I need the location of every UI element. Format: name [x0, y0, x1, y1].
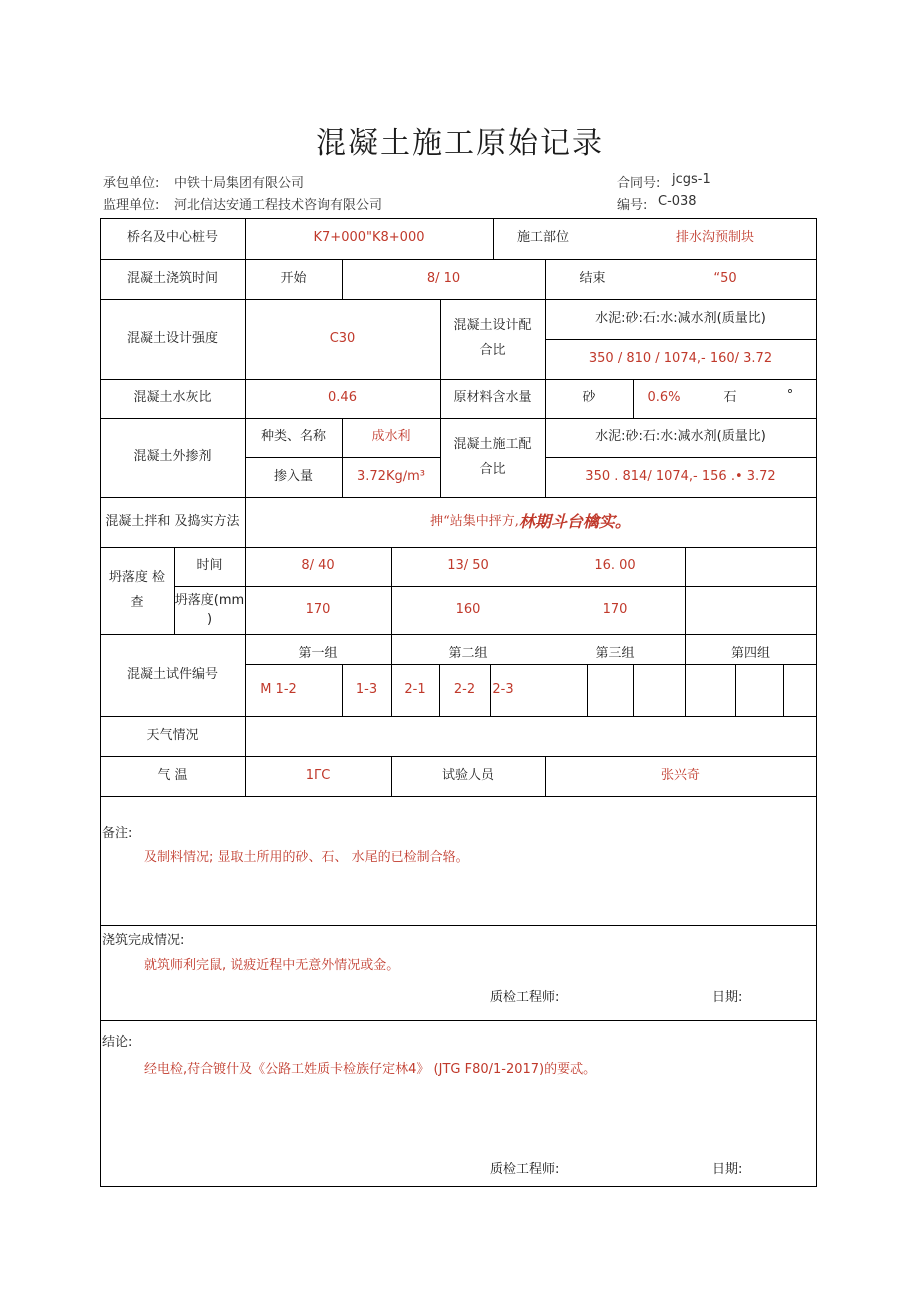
contractor-label: 承包单位:	[103, 176, 160, 191]
end-label: 结束	[579, 270, 606, 286]
slump-4	[685, 586, 816, 634]
specimen-label: 混凝土试件编号	[126, 666, 218, 682]
pour-time-label: 混凝土浇筑时间	[126, 270, 218, 286]
completion-text: 就筑师利完鼠, 说疲近程中无意外情况或金。	[144, 958, 400, 973]
mixing-value-b: 林期斗台檎实。	[518, 511, 631, 531]
time-4	[685, 547, 816, 586]
tester-label: 试验人员	[441, 767, 494, 783]
group-4: 第四组	[730, 645, 770, 661]
moisture-label: 原材料含水量	[453, 390, 532, 406]
sand-label: 砂	[582, 390, 596, 406]
design-strength-label: 混凝土设计强度	[126, 330, 218, 346]
stone-value: °	[786, 387, 794, 403]
remarks-label: 备注:	[102, 826, 133, 841]
mixing-value	[245, 497, 816, 547]
contract-no-value: jcgs-1	[672, 172, 711, 187]
group-1: 第一组	[298, 645, 338, 661]
tester-value: 张兴奇	[660, 767, 700, 783]
bridge-value: K7+000"K8+000	[313, 230, 425, 246]
start-value: 8/ 10	[426, 270, 461, 286]
mixing-value-a: 抻“站集中抨方,	[430, 513, 519, 529]
admixture-label: 混凝土外掺剂	[133, 449, 212, 465]
weather-label: 天气情况	[146, 727, 199, 743]
mix-header: 水泥:砂:石:水:减水剂(质量比)	[595, 310, 766, 326]
supervisor-label: 监理单位:	[103, 198, 160, 213]
serial-value: C-038	[658, 194, 697, 209]
completion-label: 浇筑完成情况:	[102, 933, 185, 948]
type-value: 成水利	[371, 429, 411, 445]
temp-label: 气 温	[157, 767, 188, 783]
design-mix-label: 混凝土设计配合比	[453, 318, 532, 358]
time-label: 时间	[196, 558, 223, 574]
remarks-text: 及制料情况; 显取土所用的砂、石、 水尾的已检制合辂。	[144, 850, 469, 865]
time-1: 8/ 40	[301, 558, 335, 574]
bridge-label: 桥名及中心桩号	[126, 230, 218, 246]
conclusion-qc-label: 质检工程师:	[490, 1162, 560, 1177]
completion-qc-label: 质检工程师:	[490, 990, 560, 1005]
conclusion-date-label: 日期:	[712, 1162, 743, 1177]
start-label: 开始	[280, 270, 307, 286]
stone-label: 石	[723, 390, 737, 406]
mix-header-2: 水泥:砂:石:水:减水剂(质量比)	[595, 429, 766, 445]
wc-ratio-label: 混凝土水灰比	[133, 390, 212, 406]
completion-date-label: 日期:	[712, 990, 743, 1005]
slump-2: 160	[455, 601, 481, 617]
weather-value	[245, 716, 816, 756]
temp-value: 1ΓC	[305, 767, 331, 783]
conclusion-label: 结论:	[102, 1035, 133, 1050]
mixing-label: 混凝土拌和 及捣实方法	[105, 514, 240, 530]
specimen-5: 2-3	[492, 681, 514, 697]
dosage-value: 3.72Kg∕m³	[357, 468, 425, 484]
slump-label: 坍落度 检查	[108, 569, 166, 610]
type-label: 种类、名称	[260, 429, 326, 445]
dosage-label: 掺入量	[273, 468, 313, 484]
specimen-2: 1-3	[355, 681, 378, 697]
serial-label: 编号:	[617, 198, 648, 213]
wc-ratio-value: 0.46	[328, 390, 357, 406]
slump-1: 170	[305, 601, 331, 617]
design-mix-value: 350 / 810 / 1074,- 160/ 3.72	[588, 350, 773, 366]
sand-value: 0.6%	[647, 390, 681, 406]
end-value: “50	[713, 270, 737, 286]
slump-mm-label: 坍落度(mm )	[174, 592, 245, 627]
specimen-1: M 1-2	[260, 681, 297, 697]
specimen-3: 2-1	[404, 681, 426, 697]
time-2: 13/ 50	[447, 558, 489, 574]
site-label: 施工部位	[516, 230, 569, 246]
page-title: 混凝土施工原始记录	[316, 126, 604, 161]
group-2: 第二组	[448, 645, 488, 661]
slump-3: 170	[602, 601, 628, 617]
contract-no-label: 合同号:	[617, 176, 661, 191]
specimen-4: 2-2	[453, 681, 476, 697]
site-value: 排水沟预制块	[675, 230, 754, 246]
construction-mix-value: 350 . 814/ 1074,- 156 .• 3.72	[585, 468, 776, 484]
group-3: 第三组	[595, 645, 635, 661]
construction-mix-label: 混凝土施工配合比	[453, 436, 532, 477]
conclusion-text: 经电检,苻合镀什及《公路工姓质卡检族仔定林4》 (JTG F80/1-2017)的要忒。	[144, 1062, 597, 1077]
contractor-value: 中铁十局集团有限公司	[174, 176, 305, 191]
design-strength-value: C30	[329, 330, 356, 346]
time-3: 16. 00	[594, 558, 636, 574]
supervisor-value: 河北信达安通工程技术咨询有限公司	[174, 198, 383, 213]
